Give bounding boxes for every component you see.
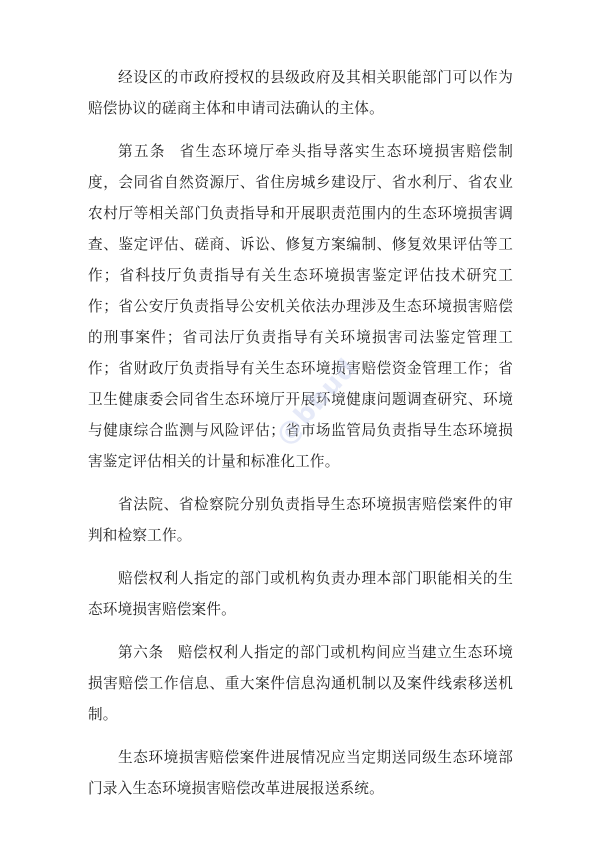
paragraph-4-text: 赔偿权利人指定的部门或机构负责办理本部门职能相关的生态环境损害赔偿案件。 (88, 570, 513, 618)
paragraph-1 (88, 62, 513, 124)
document-body (88, 62, 513, 816)
watermark-text: @bbud (270, 352, 364, 452)
paragraph-1-text: 经设区的市政府授权的县级政府及其相关职能部门可以作为赔偿协议的磋商主体和申请司法确认的主体。 (88, 69, 513, 117)
paragraph-4 (88, 563, 513, 625)
paragraph-article-5 (88, 136, 513, 477)
article-number: 第五条 (118, 143, 166, 160)
paragraph-3-text: 省法院、省检察院分别负责指导生态环境损害赔偿案件的审判和检察工作。 (88, 496, 513, 544)
paragraph-6-text: 生态环境损害赔偿案件进展情况应当定期送同级生态环境部门录入生态环境损害赔偿改革进展报送系统。 (88, 749, 513, 797)
paragraph-2-text: 省生态环境厅牵头指导落实生态环境损害赔偿制度，会同省自然资源厅、省住房城乡建设厅、省水利厅、省农业农村厅等相关部门负责指导和开展职责范围内的生态环境损害调查、鉴定评估、磋商、诉讼、修复方案编制、修复效果评估等工作；省科技厅负责指导有关生态环境损害鉴定评估技术研究工作；省公安厅负责指导公安机关依法办理涉及生态环境损害赔偿的刑事案件；省司法厅负责指导有关环境损害司法鉴定管理工作；省财政厅负责指导有关生态环境损害赔偿资金管理工作；省卫生健康委会同省生态环境厅开展环境健康问题调查研究、环境与健康综合监测与风险评估；省市场监管局负责指导生态环境损害鉴定评估相关的计量和标准化工作。 (88, 143, 513, 470)
paragraph-6 (88, 742, 513, 804)
article-number: 第六条 (118, 644, 164, 661)
paragraph-5-text: 赔偿权利人指定的部门或机构间应当建立生态环境损害赔偿工作信息、重大案件信息沟通机制以及案件线索移送机制。 (88, 644, 513, 723)
paragraph-article-6 (88, 637, 513, 730)
paragraph-3 (88, 489, 513, 551)
